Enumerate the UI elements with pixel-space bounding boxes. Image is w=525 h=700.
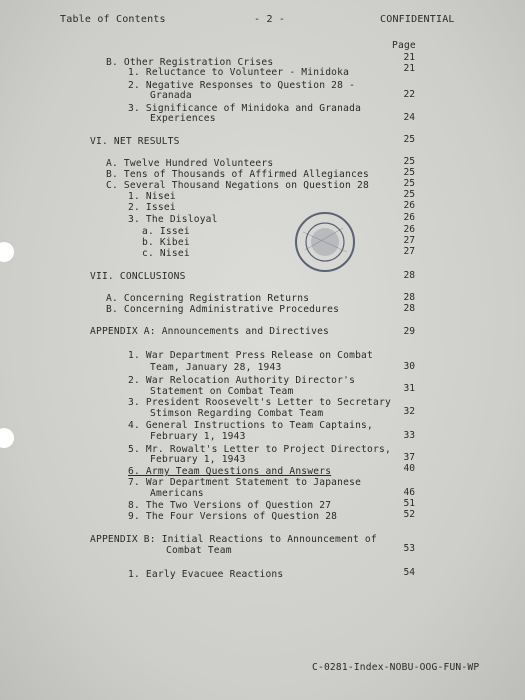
toc-entry: February 1, 1943 bbox=[150, 431, 246, 442]
toc-entry: 1. Early Evacuee Reactions bbox=[128, 569, 284, 580]
toc-page-number: 21 bbox=[403, 52, 415, 63]
toc-entry: Combat Team bbox=[166, 545, 232, 556]
toc-entry: 3. Significance of Minidoka and Granada bbox=[128, 103, 362, 114]
toc-entry: 3. The Disloyal bbox=[128, 214, 218, 225]
punch-hole bbox=[0, 242, 14, 262]
toc-page-number: 25 bbox=[403, 156, 415, 167]
toc-page-number: 25 bbox=[403, 167, 415, 178]
toc-page-number: 30 bbox=[403, 361, 415, 372]
toc-page-number: 28 bbox=[403, 270, 415, 281]
toc-page-number: 32 bbox=[403, 406, 415, 417]
toc-entry: Americans bbox=[150, 488, 204, 499]
toc-entry: Team, January 28, 1943 bbox=[150, 362, 282, 373]
header-left: Table of Contents bbox=[60, 14, 166, 25]
toc-page-number: 40 bbox=[403, 463, 415, 474]
punch-hole bbox=[0, 428, 14, 448]
toc-entry: Granada bbox=[150, 90, 192, 101]
toc-page-number: 27 bbox=[403, 246, 415, 257]
toc-entry: 8. The Two Versions of Question 27 bbox=[128, 500, 332, 511]
toc-page-number: 31 bbox=[403, 383, 415, 394]
toc-page-number: 28 bbox=[403, 303, 415, 314]
toc-page-number: 51 bbox=[403, 498, 415, 509]
toc-entry: 3. President Roosevelt's Letter to Secretary bbox=[128, 397, 391, 408]
toc-page-number: 24 bbox=[403, 112, 415, 123]
toc-entry: a. Issei bbox=[142, 226, 190, 237]
toc-entry: 4. General Instructions to Team Captains, bbox=[128, 420, 374, 431]
toc-appendix-heading: APPENDIX B: Initial Reactions to Announcement of bbox=[90, 534, 377, 545]
toc-entry: B. Other Registration Crises bbox=[106, 57, 274, 68]
toc-entry: c. Nisei bbox=[142, 248, 190, 259]
library-stamp bbox=[293, 210, 357, 274]
header-confidential: CONFIDENTIAL bbox=[380, 14, 455, 25]
toc-page-number: 37 bbox=[403, 452, 415, 463]
toc-page-number: 26 bbox=[403, 212, 415, 223]
toc-entry: B. Tens of Thousands of Affirmed Allegiances bbox=[106, 169, 369, 180]
toc-page-number: 28 bbox=[403, 292, 415, 303]
toc-entry: 1. Nisei bbox=[128, 191, 176, 202]
toc-entry: 9. The Four Versions of Question 28 bbox=[128, 511, 338, 522]
toc-entry: Experiences bbox=[150, 113, 216, 124]
toc-page-number: 33 bbox=[403, 430, 415, 441]
toc-page-number: 27 bbox=[403, 235, 415, 246]
toc-entry: 6. Army Team Questions and Answers bbox=[128, 466, 332, 477]
toc-page-number: 22 bbox=[403, 89, 415, 100]
toc-section-heading: VI. NET RESULTS bbox=[90, 136, 180, 147]
toc-page-number: 21 bbox=[403, 63, 415, 74]
toc-appendix-heading: APPENDIX A: Announcements and Directives bbox=[90, 326, 330, 337]
toc-entry: Stimson Regarding Combat Team bbox=[150, 408, 324, 419]
toc-page-number: 26 bbox=[403, 224, 415, 235]
toc-entry: A. Twelve Hundred Volunteers bbox=[106, 158, 274, 169]
footer-reference: C-0281-Index-NOBU-OOG-FUN-WP bbox=[312, 662, 480, 673]
toc-page-number: 25 bbox=[403, 178, 415, 189]
toc-entry: 7. War Department Statement to Japanese bbox=[128, 477, 362, 488]
toc-entry: A. Concerning Registration Returns bbox=[106, 293, 310, 304]
toc-entry: 1. War Department Press Release on Combat bbox=[128, 350, 374, 361]
toc-page-number: 52 bbox=[403, 509, 415, 520]
toc-entry: C. Several Thousand Negations on Question 28 bbox=[106, 180, 369, 191]
toc-page-number: 53 bbox=[403, 543, 415, 554]
toc-entry: February 1, 1943 bbox=[150, 454, 246, 465]
toc-section-heading: VII. CONCLUSIONS bbox=[90, 271, 186, 282]
toc-entry: 1. Reluctance to Volunteer - Minidoka bbox=[128, 67, 350, 78]
toc-page-number: 25 bbox=[403, 189, 415, 200]
page-column-label: Page bbox=[392, 40, 416, 51]
toc-entry: B. Concerning Administrative Procedures bbox=[106, 304, 340, 315]
toc-entry: 5. Mr. Rowalt's Letter to Project Directors, bbox=[128, 444, 391, 455]
toc-page-number: 25 bbox=[403, 134, 415, 145]
toc-page-number: 46 bbox=[403, 487, 415, 498]
toc-entry: 2. Issei bbox=[128, 202, 176, 213]
toc-entry: Statement on Combat Team bbox=[150, 386, 294, 397]
toc-page-number: 26 bbox=[403, 200, 415, 211]
toc-page-number: 29 bbox=[403, 326, 415, 337]
header-page-number: - 2 - bbox=[254, 14, 286, 25]
toc-page-number: 54 bbox=[403, 567, 415, 578]
toc-entry: 2. War Relocation Authority Director's bbox=[128, 375, 356, 386]
toc-entry: 2. Negative Responses to Question 28 - bbox=[128, 80, 356, 91]
toc-entry: b. Kibei bbox=[142, 237, 190, 248]
